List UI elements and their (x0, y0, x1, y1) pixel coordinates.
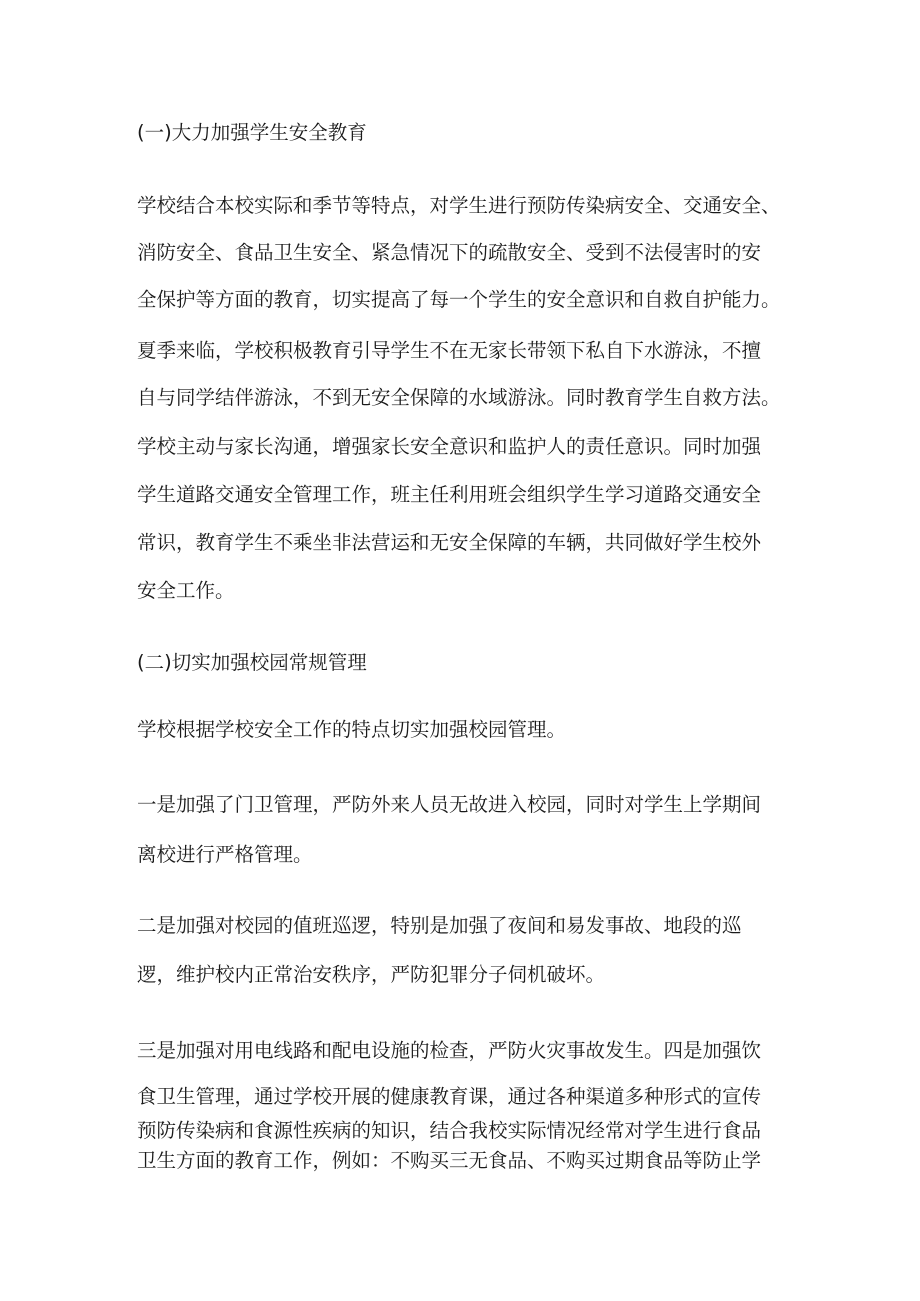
paragraph-line: 消防安全、食品卫生安全、紧急情况下的疏散安全、受到不法侵害时的安 (137, 241, 762, 264)
paragraph-line: 卫生方面的教育工作，例如：不购买三无食品、不购买过期食品等防止学 (137, 1149, 762, 1172)
paragraph-line: 离校进行严格管理。 (137, 843, 313, 866)
paragraph-line: 自与同学结伴游泳，不到无安全保障的水域游泳。同时教育学生自救方法。 (137, 386, 781, 409)
paragraph-line: 安全工作。 (137, 579, 235, 602)
paragraph-line: 二是加强对校园的值班巡逻，特别是加强了夜间和易发事故、地段的巡 (137, 914, 742, 937)
paragraph-line: 学校主动与家长沟通，增强家长安全意识和监护人的责任意识。同时加强 (137, 435, 762, 458)
paragraph-line: 学校结合本校实际和季节等特点，对学生进行预防传染病安全、交通安全、 (137, 194, 781, 217)
paragraph-line: 学生道路交通安全管理工作，班主任利用班会组织学生学习道路交通安全 (137, 483, 762, 506)
paragraph-line: 三是加强对用电线路和配电设施的检查，严防火灾事故发生。四是加强饮 (137, 1039, 762, 1062)
paragraph-line: 常识，教育学生不乘坐非法营运和无安全保障的车辆，共同做好学生校外 (137, 531, 762, 554)
section-heading-2: (二)切实加强校园常规管理 (137, 651, 367, 674)
paragraph-line: 学校根据学校安全工作的特点切实加强校园管理。 (137, 718, 567, 741)
paragraph-line: 食卫生管理，通过学校开展的健康教育课，通过各种渠道多种形式的宣传 (137, 1085, 762, 1108)
section-heading-1: (一)大力加强学生安全教育 (137, 121, 367, 144)
paragraph-line: 逻，维护校内正常治安秩序，严防犯罪分子伺机破坏。 (137, 963, 606, 986)
paragraph-line: 预防传染病和食源性疾病的知识，结合我校实际情况经常对学生进行食品 (137, 1119, 762, 1142)
paragraph-line: 一是加强了门卫管理，严防外来人员无故进入校园，同时对学生上学期间 (137, 793, 762, 816)
paragraph-line: 夏季来临，学校积极教育引导学生不在无家长带领下私自下水游泳，不擅 (137, 339, 762, 362)
paragraph-line: 全保护等方面的教育，切实提高了每一个学生的安全意识和自救自护能力。 (137, 288, 781, 311)
